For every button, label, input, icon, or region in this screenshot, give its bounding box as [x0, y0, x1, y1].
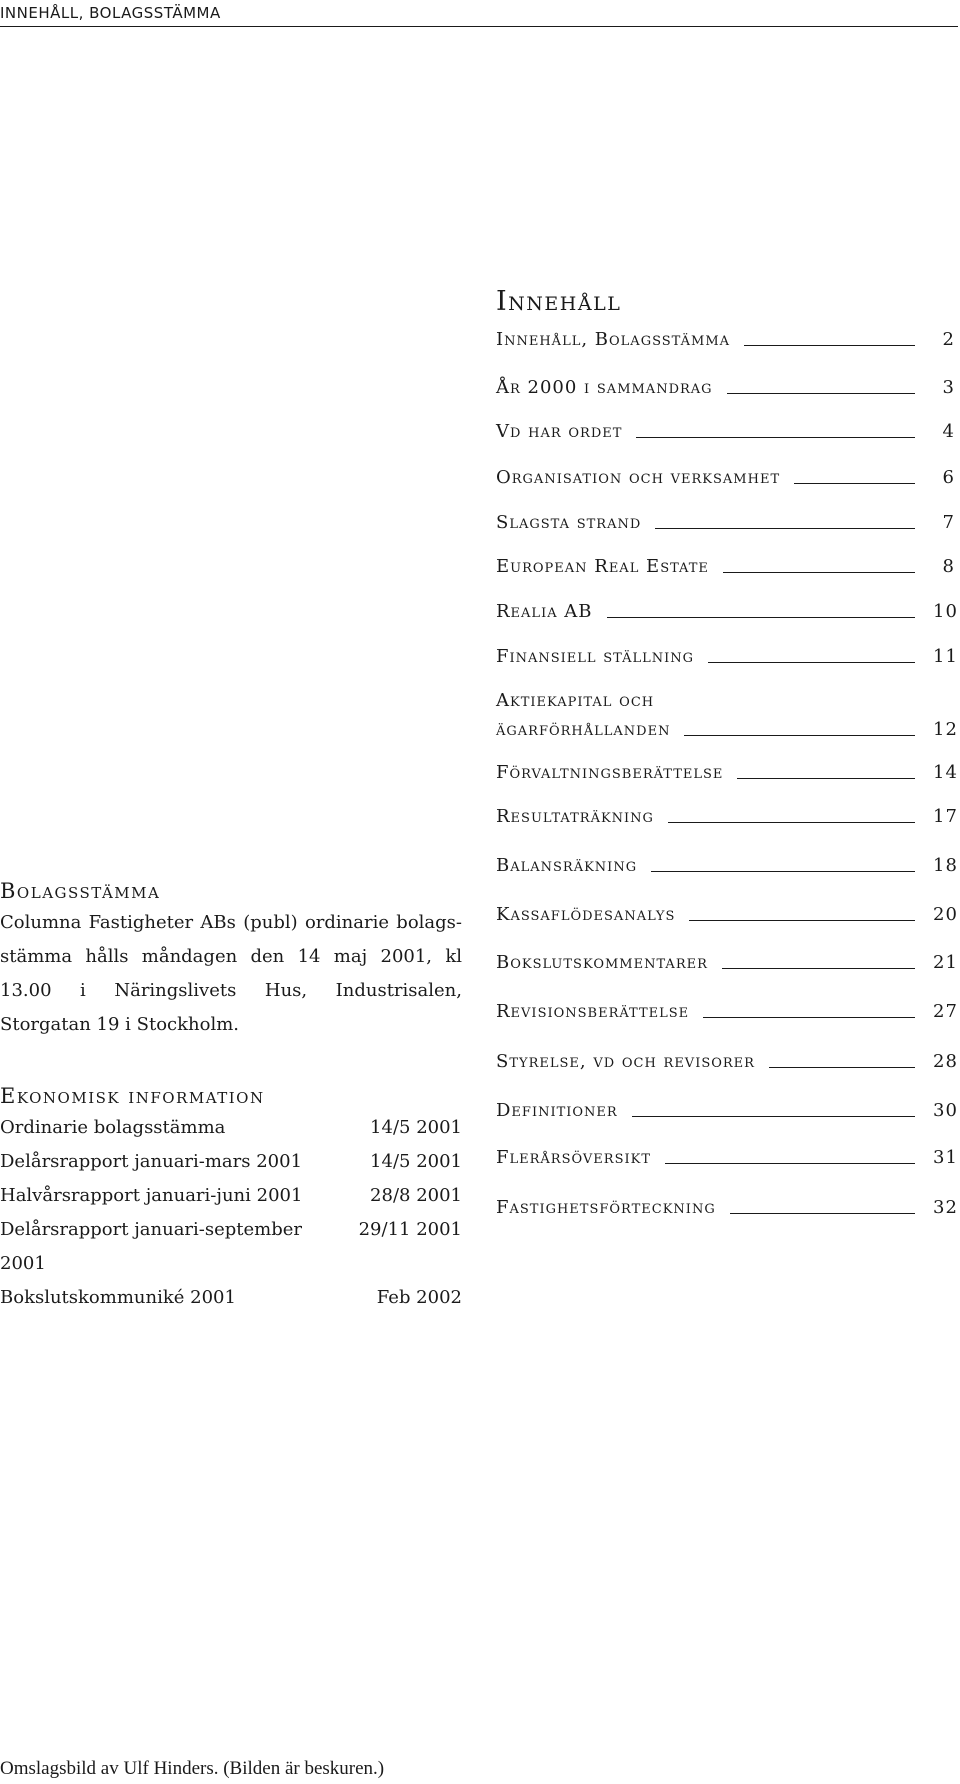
toc-leader-line	[668, 822, 915, 823]
header-rule	[0, 26, 958, 27]
toc-leader-line	[689, 920, 915, 921]
toc-item-label: Bokslutskommentarer	[496, 952, 708, 973]
toc-leader-line	[607, 617, 915, 618]
toc-item-label: Fastighetsförteckning	[496, 1197, 716, 1218]
toc-item-page: 11	[933, 646, 958, 667]
toc-item-label: Styrelse, vd och revisorer	[496, 1051, 755, 1072]
toc-item-label: Slagsta strand	[496, 512, 642, 533]
toc-leader-line	[722, 968, 915, 969]
toc-item-label: Vd har ordet	[496, 421, 623, 442]
toc-item	[496, 642, 958, 671]
toc-item	[496, 900, 958, 929]
toc-item	[496, 948, 958, 977]
toc-item-label: Revisionsberättelse	[496, 1001, 690, 1022]
toc-leader-line	[794, 483, 915, 484]
economic-info-section	[0, 1081, 462, 1315]
toc-item-label	[496, 686, 670, 744]
toc-leader-line	[708, 662, 915, 663]
economic-info-list	[0, 1111, 462, 1315]
toc-item-label-line2: ägarförhållanden	[496, 719, 671, 740]
toc-item-page: 4	[942, 421, 955, 442]
toc-item	[496, 1096, 958, 1125]
toc-item-label-line1: Aktiekapital och	[496, 690, 655, 711]
agm-section	[0, 876, 462, 1042]
economic-info-row	[0, 1179, 462, 1213]
toc-item-label: Kassaflödesanalys	[496, 904, 676, 925]
toc-item-label: År 2000 i sammandrag	[496, 377, 713, 398]
toc-item-label: Balansräkning	[496, 855, 638, 876]
toc-leader-line	[655, 528, 915, 529]
economic-info-row	[0, 1111, 462, 1145]
toc-item-label: Organisation och verksamhet	[496, 467, 781, 488]
toc-item-page: 30	[933, 1100, 958, 1121]
toc-item-page: 3	[942, 377, 955, 398]
toc-leader-line	[730, 1213, 915, 1214]
toc-title: Innehåll	[496, 286, 622, 317]
economic-info-label: Ordinarie bolagsstämma	[0, 1117, 226, 1138]
toc-item-label: Definitioner	[496, 1100, 618, 1121]
economic-info-date: 28/8 2001	[370, 1185, 462, 1206]
toc-item-page: 28	[933, 1051, 958, 1072]
toc-item-page: 6	[942, 467, 955, 488]
toc-item	[496, 686, 958, 744]
economic-info-heading: Ekonomisk information	[0, 1084, 265, 1108]
toc-item	[496, 597, 958, 626]
toc-item-page: 17	[933, 806, 958, 827]
toc-leader-line	[727, 393, 915, 394]
toc-leader-line	[723, 572, 915, 573]
agm-heading: Bolagsstämma	[0, 879, 161, 903]
toc-leader-line	[737, 778, 915, 779]
toc-item-page: 18	[933, 855, 958, 876]
toc-item-label: Finansiell ställning	[496, 646, 695, 667]
economic-info-row	[0, 1281, 462, 1315]
toc-item	[496, 758, 958, 787]
toc-item-page: 2	[942, 329, 955, 350]
economic-info-date: 14/5 2001	[370, 1117, 462, 1138]
toc-item-label: Resultaträkning	[496, 806, 654, 827]
toc-item-page: 21	[933, 952, 958, 973]
toc-item	[496, 1047, 958, 1076]
toc-item-label: European Real Estate	[496, 556, 709, 577]
toc-item	[496, 851, 958, 880]
toc-leader-line	[651, 871, 915, 872]
toc-leader-line	[703, 1017, 915, 1018]
economic-info-label: Delårsrapport januari-september 2001	[0, 1219, 303, 1274]
toc-item	[496, 552, 955, 581]
toc-item-page: 20	[933, 904, 958, 925]
toc-item	[496, 997, 958, 1026]
toc-leader-line	[632, 1116, 915, 1117]
economic-info-label: Bokslutskommuniké 2001	[0, 1287, 236, 1308]
toc-item-page: 8	[942, 556, 955, 577]
economic-info-label: Delårsrapport januari-mars 2001	[0, 1151, 303, 1172]
toc-item-page: 7	[942, 512, 955, 533]
toc-leader-line	[684, 735, 915, 736]
toc-item-label: Flerårsöversikt	[496, 1147, 652, 1168]
toc-item-page: 32	[933, 1197, 958, 1218]
toc-leader-line	[665, 1163, 915, 1164]
toc-item	[496, 373, 955, 402]
economic-info-row	[0, 1213, 462, 1281]
toc-item-page: 10	[933, 601, 958, 622]
running-header: INNEHÅLL, BOLAGSSTÄMMA	[0, 4, 221, 22]
economic-info-date: Feb 2002	[376, 1287, 462, 1308]
toc-item	[496, 463, 955, 492]
toc-item	[496, 508, 955, 537]
toc-item	[496, 802, 958, 831]
agm-body: Columna Fastigheter ABs (publ) ordinarie bolags-stämma hålls måndagen den 14 maj 2001, kl 13.00 i Näringslivets Hus, Industrisalen, Storgatan 19 i Stockholm.	[0, 912, 462, 1035]
cover-credit: Omslagsbild av Ulf Hinders. (Bilden är beskuren.)	[0, 1758, 385, 1779]
toc-leader-line	[636, 437, 915, 438]
toc-item-page: 27	[933, 1001, 958, 1022]
toc-item	[496, 1193, 958, 1222]
economic-info-date: 14/5 2001	[370, 1151, 462, 1172]
economic-info-label: Halvårsrapport januari-juni 2001	[0, 1185, 303, 1206]
economic-info-row	[0, 1145, 462, 1179]
toc-item-page: 14	[933, 762, 958, 783]
table-of-contents	[496, 286, 958, 1218]
toc-item-page: 12	[933, 719, 958, 740]
toc-item-label: Förvaltningsberättelse	[496, 762, 724, 783]
toc-leader-line	[769, 1067, 915, 1068]
toc-leader-line	[744, 345, 915, 346]
toc-item	[496, 417, 955, 446]
toc-item	[496, 1143, 958, 1172]
economic-info-date: 29/11 2001	[358, 1219, 462, 1240]
toc-item-label: Realia AB	[496, 601, 593, 622]
toc-item-page: 31	[933, 1147, 958, 1168]
toc-item-label: Innehåll, Bolagsstämma	[496, 329, 731, 350]
toc-item	[496, 325, 955, 354]
